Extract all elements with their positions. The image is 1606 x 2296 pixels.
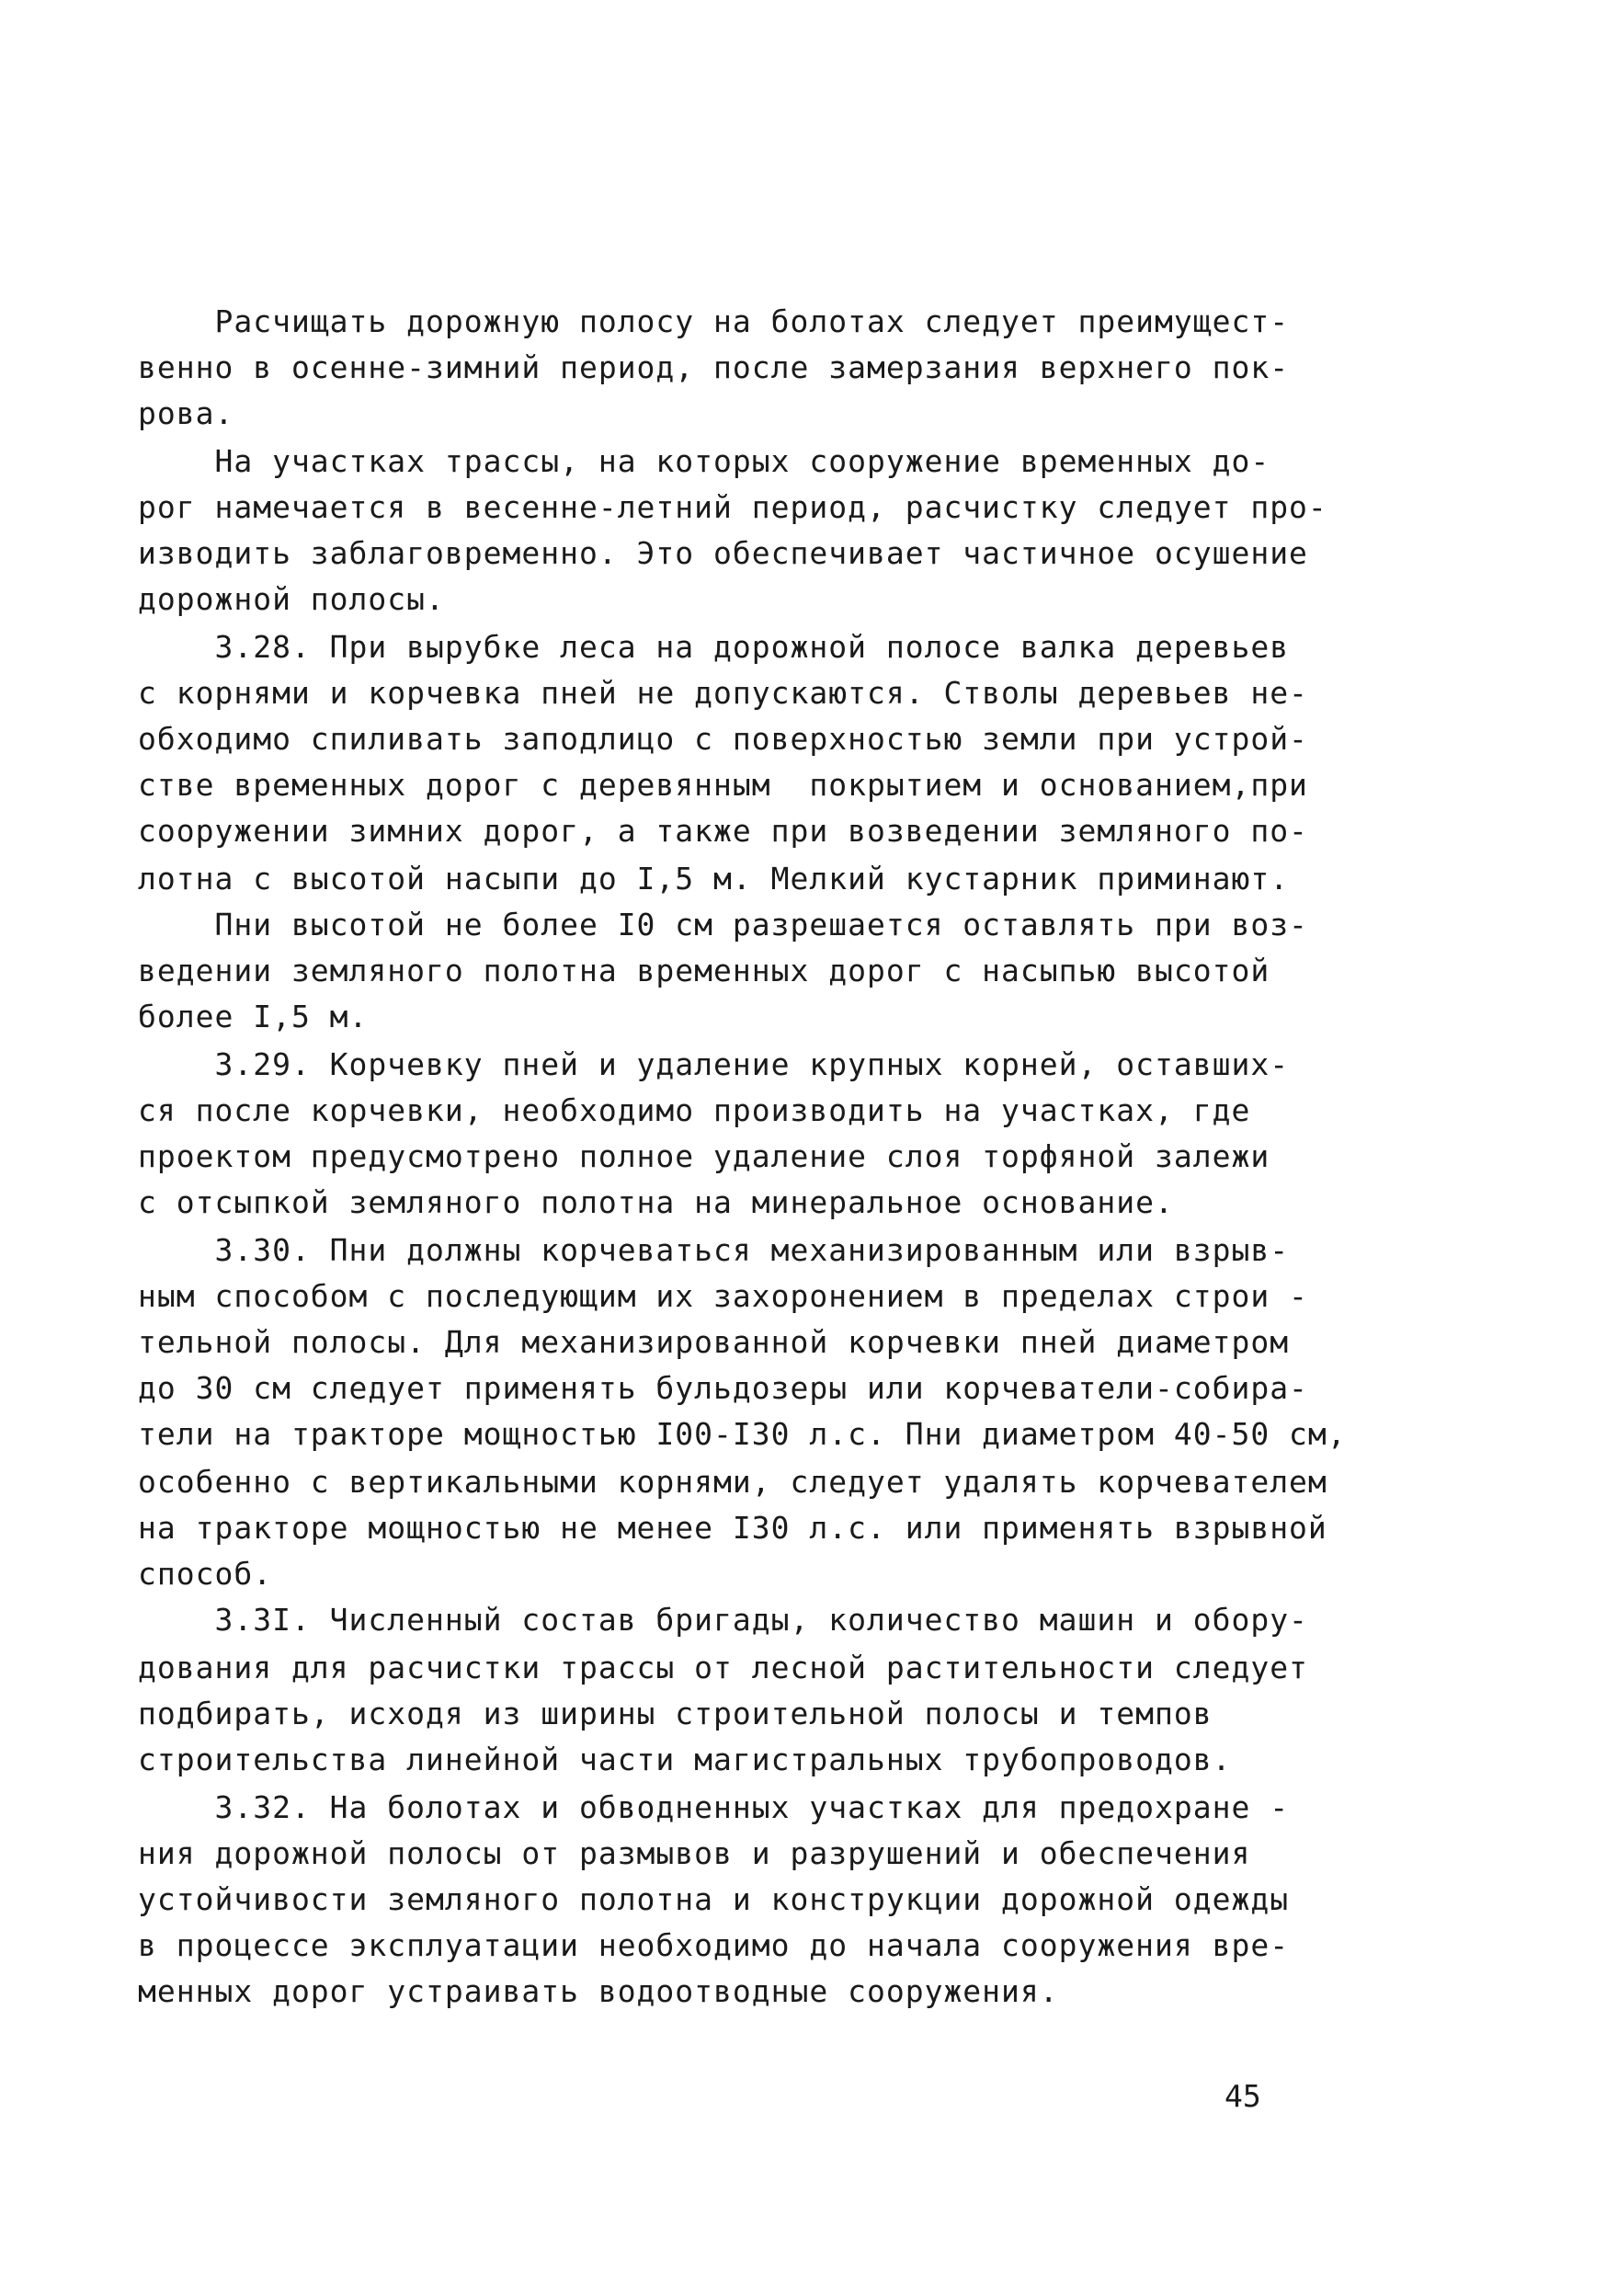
text-line: в процессе эксплуатации необходимо до начала сооружения вре- <box>138 1927 1290 1963</box>
text-line: с корнями и корчевка пней не допускаются. Стволы деревьев не- <box>138 675 1308 711</box>
text-line: ным способом с последующим их захоронением в пределах строи - <box>138 1278 1308 1314</box>
text-line: тели на тракторе мощностью I00-I30 л.с. Пни диаметром 40-50 см, <box>138 1416 1347 1452</box>
text-line: подбирать, исходя из ширины строительной полосы и темпов <box>138 1696 1213 1731</box>
text-line: менных дорог устраивать водоотводные сооружения. <box>138 1973 1059 2009</box>
text-line: ся после корчевки, необходимо производить на участках, где <box>138 1092 1251 1128</box>
text-line: 3.30. Пни должны корчеваться механизированным или взрыв- <box>138 1232 1290 1268</box>
text-line: на тракторе мощностью не менее I30 л.с. или применять взрывной <box>138 1510 1327 1546</box>
text-line: проектом предусмотрено полное удаление слоя торфяной залежи <box>138 1138 1270 1174</box>
text-line: с отсыпкой земляного полотна на минеральное основание. <box>138 1184 1174 1220</box>
text-line: ведении земляного полотна временных дорог с насыпью высотой <box>138 953 1270 988</box>
text-line: На участках трассы, на которых сооружение временных до- <box>138 443 1270 479</box>
text-line: тельной полосы. Для механизированной корчевки пней диаметром <box>138 1324 1290 1360</box>
text-line: обходимо спиливать заподлицо с поверхностью земли при устрой- <box>138 721 1308 757</box>
text-line: особенно с вертикальными корнями, следует удалять корчевателем <box>138 1464 1327 1500</box>
text-line: сооружении зимних дорог, а также при возведении земляного по- <box>138 813 1308 849</box>
text-line: 3.29. Корчевку пней и удаление крупных корней, оставших- <box>138 1046 1290 1082</box>
text-line: лотна с высотой насыпи до I,5 м. Мелкий кустарник приминают. <box>138 861 1290 897</box>
text-line: дорожной полосы. <box>138 581 445 617</box>
page-number: 45 <box>1224 2078 1261 2114</box>
text-line: 3.32. На болотах и обводненных участках для предохране - <box>138 1789 1290 1825</box>
text-line: дования для расчистки трассы от лесной растительности следует <box>138 1650 1308 1685</box>
text-line: способ. <box>138 1556 273 1592</box>
text-line: Расчищать дорожную полосу на болотах следует преимущест- <box>138 303 1290 339</box>
text-line: 3.3I. Численный состав бригады, количество машин и обору- <box>138 1602 1308 1638</box>
text-line: строительства линейной части магистральных трубопроводов. <box>138 1742 1232 1777</box>
text-line: рог намечается в весенне-летний период, расчистку следует про- <box>138 489 1327 525</box>
text-line: ния дорожной полосы от размывов и разрушений и обеспечения <box>138 1835 1251 1871</box>
text-line: рова. <box>138 395 234 431</box>
text-line: устойчивости земляного полотна и конструкции дорожной одежды <box>138 1881 1290 1917</box>
text-line: более I,5 м. <box>138 999 369 1034</box>
text-line: изводить заблаговременно. Это обеспечивает частичное осушение <box>138 535 1308 571</box>
text-line: стве временных дорог с деревянным покрытием и основанием,при <box>138 767 1308 803</box>
text-line: Пни высотой не более I0 см разрешается оставлять при воз- <box>138 907 1308 942</box>
text-line: венно в осенне-зимний период, после замерзания верхнего пок- <box>138 349 1290 385</box>
text-line: до 30 см следует применять бульдозеры или корчеватели-собира- <box>138 1370 1308 1406</box>
text-line: 3.28. При вырубке леса на дорожной полосе валка деревьев <box>138 629 1290 665</box>
